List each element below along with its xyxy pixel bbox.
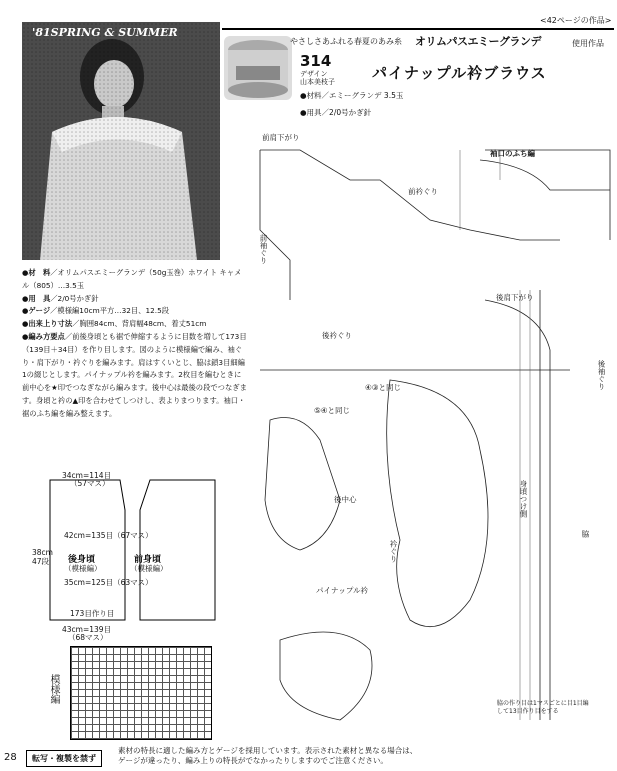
label-join-1: ④③と同じ [365,383,401,392]
dim-top-rows: （57マス） [70,479,110,488]
yarn-ball-image [224,36,292,100]
label-front-neck: 前衿ぐり [408,187,438,196]
model-photo [22,22,220,260]
label-back-neck: 後衿ぐり [322,331,352,340]
header-tagline: やさしさあふれる春夏のあみ糸 [290,37,402,46]
dim-bottom: 43cm=139目 [62,625,112,634]
footer-note [118,746,417,766]
label-back-shoulder: 後肩下がり [496,293,534,302]
instruction-item: ●出来上り寸法／胸囲84cm、背肩幅48cm、着丈51cm [22,319,207,329]
design-label: デザイン [300,70,328,78]
instruction-item: ●用 具／2/0号かぎ針 [22,293,99,303]
footer-line-2: ゲージが違ったり、編み上りの特長がでなかったりしますのでご注意ください。 [118,756,388,765]
pattern-title: パイナップル衿ブラウス [372,64,547,82]
footer-line-1: 素材の特長に適した編み方とゲージを採用しています。表示された素材と異なる場合は、 [118,746,418,755]
header-rule [222,28,614,30]
copy-notice: 転写・複製を禁ず [26,750,102,767]
pattern-schematic [30,470,230,640]
pattern-number: 314 [300,52,332,70]
header-material: ●材料／エミーグランデ 3.5玉 [300,91,404,100]
crochet-chart [230,120,615,735]
label-back-center: 後中心 [334,495,357,504]
dim-length-rows: 47段 [32,557,50,566]
instruction-item: ●編み方要点／前後身頃とも裾で伸縮するように目数を増して173目（139目＋34目）を作り目します。図のように模様編で編み、袖ぐり・肩下がり・衿ぐりを編みます。肩はすくいとじ、脇は鎖3目細編1の綴じとします。パイナップル衿を編みます。2枚目を編むときに前中心を★印でつなぎながら編みます。後中心は最後の段でつなぎます。身頃と衿の▲印を合わせてしつけし、表よりまつります。袖口・裾のふち編を編み整えます。 [22,331,247,418]
label-collar: パイナップル衿 [316,586,369,595]
header-tool: ●用具／2/0号かぎ針 [300,108,372,117]
brand-suffix: 使用作品 [572,39,604,48]
back-body-label: 後身頃 [68,555,96,565]
instructions [22,267,247,421]
label-body-side: 身頃つけ側 [519,480,528,518]
swatch-label: 模様編 [48,674,59,704]
designer-name: 山本美枝子 [300,78,335,86]
back-pattern-label: （模様編） [64,564,102,573]
brand-name: オリムパスエミーグランデ [415,35,541,48]
dim-mid: 42cm=135目（67マス） [64,531,153,540]
page-reference: <42ページの作品> [540,16,612,25]
label-side-note: 脇の作り目は1マスごとに目1目編して13目作り目をする [497,700,589,715]
instruction-item: ●材 料／オリムパスエミーグランデ（50g玉巻）ホワイト キャメル（805）…3.5玉 [22,268,242,290]
front-body-label: 前身頃 [134,555,162,565]
label-collar-side: 衿ぐり [389,540,398,563]
pattern-swatch-grid [70,646,212,740]
dim-length: 38cm [32,548,53,557]
label-back-armhole: 後袖ぐり [597,360,606,390]
label-sleeve-edging: 袖口のふち編 [490,149,535,158]
photo-caption: '81SPRING & SUMMER [32,26,178,39]
label-shoulder-slope: 前肩下がり [262,133,300,142]
dim-mid2: 35cm=125目（63マス） [64,578,153,587]
dim-bottom-rows: （68マス） [68,633,108,642]
instruction-item: ●ゲージ／模様編10cm平方…32目、12.5段 [22,306,170,316]
designer-credit [300,70,335,86]
label-side: 脇 [581,530,590,538]
front-pattern-label: （模様編） [130,564,168,573]
page-number: 28 [4,752,17,763]
dim-top: 34cm=114目 [62,471,112,480]
dim-cast: 173目作り目 [70,609,115,618]
label-armhole: 前袖ぐり [259,234,268,264]
label-join-2: ⑤④と同じ [314,406,350,415]
